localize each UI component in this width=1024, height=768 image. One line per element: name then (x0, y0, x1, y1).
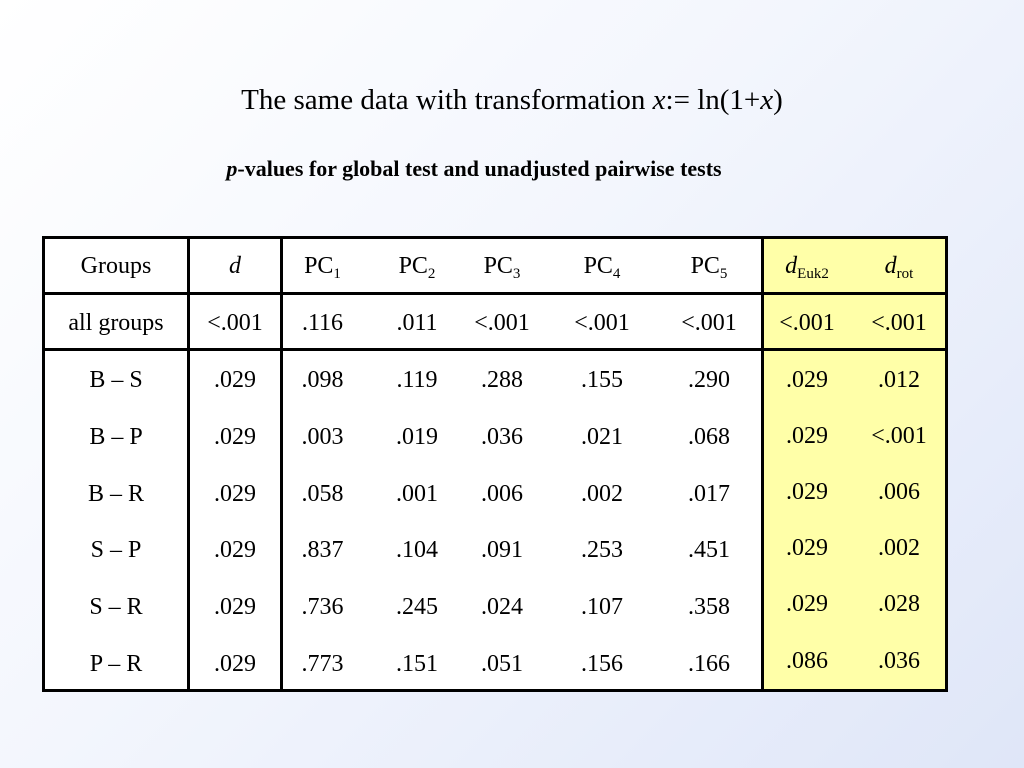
pair-row-group-cell: S – P (90, 537, 142, 563)
pair-row-pc2-cell: .001 (396, 481, 438, 507)
pair-row-pc3-cell: .024 (481, 594, 523, 620)
global-row-pc4-cell: <.001 (574, 310, 630, 336)
header-divider (42, 292, 948, 295)
pair-row-pc4-cell: .156 (581, 651, 623, 677)
groups-column-divider (187, 236, 190, 692)
pair-row-d-cell: .029 (214, 481, 256, 507)
pair-row-d-euk2-cell: .029 (786, 479, 828, 505)
global-row-d-rot-cell: <.001 (871, 310, 927, 336)
highlight-divider (761, 236, 764, 692)
pair-row-pc1-cell: .003 (301, 424, 344, 450)
pair-row-d-euk2-cell: .086 (786, 648, 828, 674)
table-border-left (42, 236, 45, 692)
pair-row-group-cell: B – S (89, 367, 143, 393)
table-border-top (42, 236, 948, 239)
pair-row-pc4-cell: .021 (581, 424, 623, 450)
pc-subscript: 4 (612, 266, 621, 282)
pair-row-pc5-cell: .451 (688, 537, 730, 563)
pair-row-group-cell: P – R (89, 651, 143, 677)
pair-row-d-euk2-cell: .029 (786, 367, 828, 393)
d-rot-subscript: rot (896, 266, 914, 282)
pair-row-d-cell: .029 (214, 537, 256, 563)
pair-row-pc3-cell: .051 (481, 651, 523, 677)
global-row-group-cell: all groups (68, 310, 164, 336)
global-row-pc3-cell: <.001 (474, 310, 530, 336)
header-pc3 (457, 251, 547, 281)
caption-rest: -values for global test and unadjusted pairwise tests (237, 156, 722, 181)
d-euk2-subscript: Euk2 (797, 266, 829, 282)
pair-row-pc4-cell: .155 (581, 367, 623, 393)
pair-row-d-cell: .029 (214, 367, 256, 393)
pair-row-pc3-cell: .288 (481, 367, 523, 393)
title-variable: x (652, 84, 666, 116)
pair-row-pc2-cell: .119 (396, 367, 438, 393)
pair-row-pc3-cell: .091 (481, 537, 523, 563)
pair-row-pc5-cell: .017 (688, 481, 730, 507)
pair-row-pc2-cell: .151 (396, 651, 438, 677)
pair-row-pc1-cell: .837 (301, 537, 344, 563)
table-border-bottom (42, 689, 948, 692)
pair-row-d-rot-cell: .028 (878, 591, 920, 617)
title-middle: := ln(1+ (665, 84, 761, 116)
pc-label: PC (398, 253, 428, 279)
global-row-pc5-cell: <.001 (681, 310, 737, 336)
header-groups: Groups (80, 253, 152, 279)
title-suffix: ) (773, 84, 783, 116)
d-euk2-symbol: d (785, 253, 798, 279)
pair-row-d-rot-cell: .012 (878, 367, 920, 393)
table-caption (0, 155, 948, 183)
pair-row-pc4-cell: .253 (581, 537, 623, 563)
header-d-symbol: d (229, 253, 241, 279)
header-d (190, 251, 280, 281)
pair-row-pc2-cell: .245 (396, 594, 438, 620)
pair-row-pc4-cell: .002 (581, 481, 623, 507)
pc-label: PC (583, 253, 613, 279)
pair-row-pc1-cell: .736 (301, 594, 344, 620)
pair-row-pc5-cell: .166 (688, 651, 730, 677)
pair-row-pc2-cell: .104 (396, 537, 438, 563)
title-prefix: The same data with transformation (241, 84, 653, 116)
pair-row-pc3-cell: .036 (481, 424, 523, 450)
header-pc2 (372, 251, 462, 281)
pc-label: PC (690, 253, 720, 279)
pair-row-pc3-cell: .006 (481, 481, 523, 507)
header-d-rot (855, 251, 943, 281)
pair-row-pc1-cell: .058 (301, 481, 344, 507)
pair-row-group-cell: B – R (87, 481, 144, 507)
header-pc4 (557, 251, 647, 281)
pair-row-pc1-cell: .773 (301, 651, 344, 677)
global-row-pc2-cell: .011 (396, 310, 438, 336)
pair-row-d-cell: .029 (214, 424, 256, 450)
pc-label: PC (304, 253, 334, 279)
pair-row-d-euk2-cell: .029 (786, 591, 828, 617)
highlight-region (762, 236, 948, 692)
pair-row-d-cell: .029 (214, 594, 256, 620)
pair-row-pc4-cell: .107 (581, 594, 623, 620)
pair-row-d-rot-cell: .006 (878, 479, 920, 505)
pc-label: PC (483, 253, 513, 279)
pc-subscript: 3 (512, 266, 521, 282)
pair-row-d-rot-cell: .002 (878, 535, 920, 561)
slide-title (0, 82, 1024, 118)
p-values-table (42, 236, 948, 692)
pair-row-pc1-cell: .098 (301, 367, 344, 393)
global-row-divider (42, 348, 948, 351)
pair-row-group-cell: S – R (89, 594, 143, 620)
header-pc5 (664, 251, 754, 281)
title-variable-2: x (760, 84, 774, 116)
global-row-d-cell: <.001 (207, 310, 263, 336)
pc-subscript: 5 (719, 266, 728, 282)
pair-row-d-cell: .029 (214, 651, 256, 677)
pair-row-d-rot-cell: .036 (878, 648, 920, 674)
pair-row-pc2-cell: .019 (396, 424, 438, 450)
header-pc1 (290, 251, 355, 281)
table-border-right (945, 236, 948, 692)
pair-row-pc5-cell: .068 (688, 424, 730, 450)
pair-row-d-euk2-cell: .029 (786, 535, 828, 561)
global-row-pc1-cell: .116 (301, 310, 344, 336)
pc-subscript: 2 (427, 266, 436, 282)
caption-p: p (226, 156, 238, 181)
header-d-euk2 (764, 251, 850, 281)
pc-subscript: 1 (333, 266, 341, 282)
d-column-divider (280, 236, 283, 692)
pair-row-group-cell: B – P (89, 424, 143, 450)
d-rot-symbol: d (884, 253, 897, 279)
table-background (42, 236, 762, 692)
pair-row-pc5-cell: .358 (688, 594, 730, 620)
pair-row-pc5-cell: .290 (688, 367, 730, 393)
global-row-d-euk2-cell: <.001 (779, 310, 835, 336)
pair-row-d-rot-cell: <.001 (871, 423, 927, 449)
pair-row-d-euk2-cell: .029 (786, 423, 828, 449)
